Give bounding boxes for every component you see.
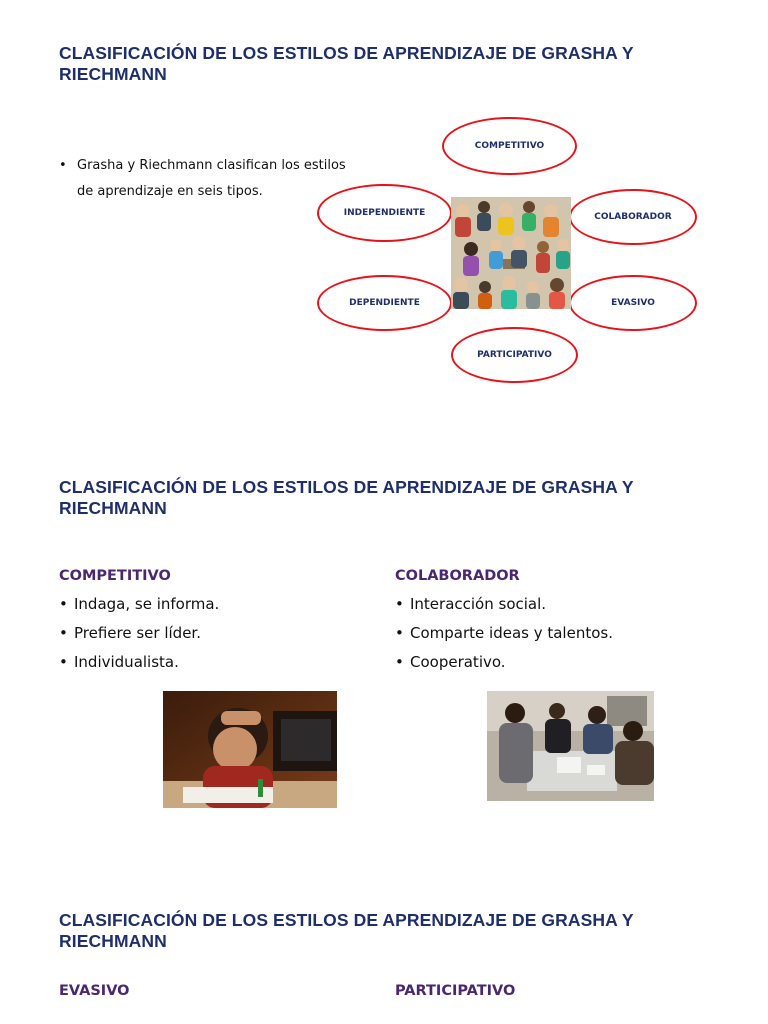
list-item [395, 590, 613, 619]
student-photo-image [163, 691, 337, 808]
bullet-marker: • [59, 595, 68, 613]
list-item-text: Indaga, se informa. [74, 595, 220, 613]
list-item-text: Interacción social. [410, 595, 547, 613]
title-line-1: CLASIFICACIÓN DE LOS ESTILOS DE APRENDIZAJE DE GRASHA Y [59, 43, 634, 63]
label-evasivo: EVASIVO [611, 298, 655, 308]
oval-competitivo [442, 117, 577, 175]
intro-text-line-1: Grasha y Riechmann clasifican los estilos [77, 158, 346, 173]
intro-text-line-2: de aprendizaje en seis tipos. [77, 184, 263, 199]
slide3-title [59, 910, 719, 952]
oval-participativo [451, 327, 578, 383]
list-item [59, 590, 219, 619]
oval-dependiente [317, 275, 452, 331]
title-line-2: RIECHMANN [59, 64, 167, 84]
list-item-text: Prefiere ser líder. [74, 624, 201, 642]
oval-independiente [317, 184, 452, 242]
oval-evasivo [569, 275, 697, 331]
title-line-2: RIECHMANN [59, 931, 167, 951]
bullet-marker: • [395, 653, 404, 671]
heading-competitivo: COMPETITIVO [59, 568, 171, 584]
bullet-marker: • [395, 595, 404, 613]
competitivo-list [59, 590, 219, 677]
student-photo [163, 691, 337, 808]
label-dependiente: DEPENDIENTE [349, 298, 420, 308]
list-item-text: Individualista. [74, 653, 179, 671]
list-item [59, 648, 219, 677]
label-independiente: INDEPENDIENTE [343, 208, 426, 218]
list-item [59, 619, 219, 648]
heading-participativo: PARTICIPATIVO [395, 983, 516, 999]
crowd-illustration [451, 197, 571, 309]
heading-evasivo: EVASIVO [59, 983, 130, 999]
slide2-title [59, 477, 719, 519]
oval-colaborador [569, 189, 697, 245]
intro-bullet [59, 153, 359, 205]
list-item [395, 619, 613, 648]
bullet-marker: • [59, 653, 68, 671]
title-line-1: CLASIFICACIÓN DE LOS ESTILOS DE APRENDIZAJE DE GRASHA Y [59, 910, 634, 930]
label-colaborador: COLABORADOR [594, 212, 672, 222]
group-photo [487, 691, 654, 801]
title-line-2: RIECHMANN [59, 498, 167, 518]
slide1-title [59, 43, 719, 85]
colaborador-list [395, 590, 613, 677]
list-item-text: Cooperativo. [410, 653, 506, 671]
list-item-text: Comparte ideas y talentos. [410, 624, 613, 642]
list-item [395, 648, 613, 677]
bullet-marker: • [59, 158, 67, 173]
bullet-marker: • [59, 624, 68, 642]
group-photo-image [487, 691, 654, 801]
heading-colaborador: COLABORADOR [395, 568, 520, 584]
crowd-illustration-image [451, 197, 571, 309]
bullet-marker: • [395, 624, 404, 642]
label-competitivo: COMPETITIVO [474, 141, 545, 151]
label-participativo: PARTICIPATIVO [477, 350, 552, 360]
title-line-1: CLASIFICACIÓN DE LOS ESTILOS DE APRENDIZAJE DE GRASHA Y [59, 477, 634, 497]
